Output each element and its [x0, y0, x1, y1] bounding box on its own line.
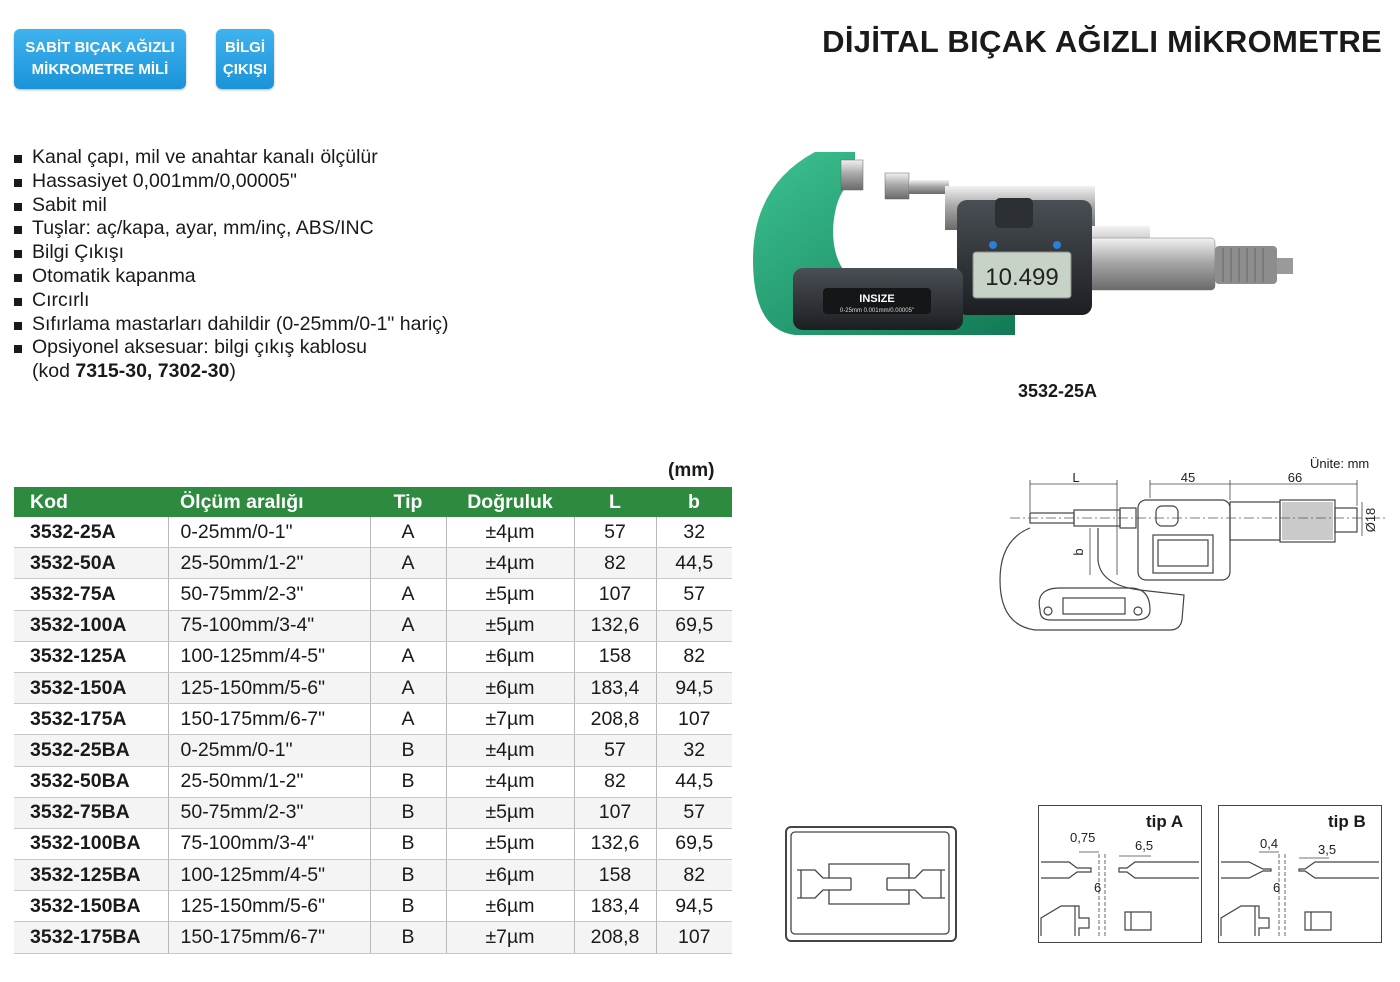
cell-accuracy: ±6µm: [446, 672, 574, 703]
cell-b: 94,5: [656, 672, 732, 703]
cell-range: 25-50mm/1-2": [168, 766, 370, 797]
feature-item: [14, 217, 449, 241]
cell-code: 3532-150BA: [14, 891, 168, 922]
bullet-icon: [14, 298, 22, 306]
cell-l: 208,8: [574, 922, 656, 953]
table-row: [14, 672, 732, 703]
badge-line: BİLGİ: [225, 39, 265, 56]
drawing-unit: Ünite: mm: [1310, 456, 1370, 471]
table-row: [14, 828, 732, 859]
cell-b: 32: [656, 517, 732, 548]
cell-code: 3532-100BA: [14, 828, 168, 859]
cell-range: 125-150mm/5-6": [168, 672, 370, 703]
data-output-badge: [216, 29, 274, 89]
range-plate-text: 0-25mm 0.001mm/0.00005": [839, 308, 915, 314]
feature-text: Opsiyonel aksesuar: bilgi çıkış kablosu: [32, 336, 367, 359]
cell-code: 3532-175A: [14, 704, 168, 735]
cell-type: A: [370, 517, 446, 548]
table-row: [14, 860, 732, 891]
tip-b-dim-3: 6: [1273, 880, 1281, 895]
cell-accuracy: ±7µm: [446, 922, 574, 953]
feature-text: Otomatik kapanma: [32, 264, 196, 287]
fixed-blade-spindle-badge: [14, 29, 186, 89]
cell-accuracy: ±5µm: [446, 610, 574, 641]
cell-accuracy: ±6µm: [446, 641, 574, 672]
bullet-icon: [14, 345, 22, 353]
cell-type: B: [370, 766, 446, 797]
cell-type: A: [370, 610, 446, 641]
cell-type: B: [370, 860, 446, 891]
spec-table: [14, 487, 732, 954]
cell-range: 0-25mm/0-1": [168, 735, 370, 766]
cell-type: A: [370, 672, 446, 703]
cell-code: 3532-75BA: [14, 797, 168, 828]
cell-range: 125-150mm/5-6": [168, 891, 370, 922]
page-title: DİJİTAL BIÇAK AĞIZLI MİKROMETRE: [822, 24, 1382, 59]
cell-accuracy: ±4µm: [446, 766, 574, 797]
tip-b-dim-1: 0,4: [1260, 836, 1279, 851]
cell-l: 57: [574, 517, 656, 548]
cell-code: 3532-150A: [14, 672, 168, 703]
dim-66: 66: [1287, 470, 1303, 485]
lcd-display-text: 10.499: [985, 264, 1059, 291]
micrometer-photo: [745, 140, 1300, 370]
cell-l: 107: [574, 579, 656, 610]
cell-l: 82: [574, 766, 656, 797]
cell-accuracy: ±6µm: [446, 891, 574, 922]
cell-b: 44,5: [656, 548, 732, 579]
cell-b: 57: [656, 797, 732, 828]
cell-type: B: [370, 735, 446, 766]
cell-accuracy: ±6µm: [446, 860, 574, 891]
cell-l: 208,8: [574, 704, 656, 735]
feature-text: Tuşlar: aç/kapa, ayar, mm/inç, ABS/INC: [32, 217, 374, 240]
cell-b: 82: [656, 641, 732, 672]
header-accuracy: Doğruluk: [446, 487, 574, 517]
cell-b: 82: [656, 860, 732, 891]
dim-l: L: [1072, 470, 1080, 485]
badge-line: MİKROMETRE MİLİ: [31, 61, 169, 78]
cell-code: 3532-25BA: [14, 735, 168, 766]
tip-a-dim-3: 6: [1094, 880, 1102, 895]
feature-item: [14, 265, 449, 289]
feature-item: [14, 194, 449, 218]
table-row: [14, 922, 732, 953]
cell-l: 132,6: [574, 828, 656, 859]
cell-accuracy: ±5µm: [446, 579, 574, 610]
feature-list: [14, 146, 449, 384]
cell-b: 107: [656, 922, 732, 953]
cell-b: 44,5: [656, 766, 732, 797]
cell-type: A: [370, 579, 446, 610]
tip-b-label: tip B: [1328, 812, 1366, 831]
cell-type: A: [370, 641, 446, 672]
tip-a-dim-2: 6,5: [1135, 838, 1154, 853]
bullet-icon: [14, 322, 22, 330]
cell-l: 183,4: [574, 672, 656, 703]
bullet-icon: [14, 203, 22, 211]
cell-code: 3532-75A: [14, 579, 168, 610]
table-row: [14, 891, 732, 922]
cell-range: 100-125mm/4-5": [168, 641, 370, 672]
feature-text: Bilgi Çıkışı: [32, 241, 125, 264]
feature-item: [14, 313, 449, 337]
cell-accuracy: ±4µm: [446, 548, 574, 579]
technical-drawing: [990, 470, 1400, 645]
dim-45: 45: [1180, 470, 1196, 485]
cell-l: 82: [574, 548, 656, 579]
dim-b: b: [1071, 548, 1086, 556]
bullet-icon: [14, 226, 22, 234]
table-row: [14, 797, 732, 828]
cell-code: 3532-50BA: [14, 766, 168, 797]
cell-accuracy: ±4µm: [446, 517, 574, 548]
cell-range: 150-175mm/6-7": [168, 704, 370, 735]
blade-gap-drawing: [787, 828, 955, 940]
cell-type: B: [370, 891, 446, 922]
cell-accuracy: ±7µm: [446, 704, 574, 735]
bullet-icon: [14, 250, 22, 258]
cell-code: 3532-100A: [14, 610, 168, 641]
bullet-icon: [14, 155, 22, 163]
feature-text: Hassasiyet 0,001mm/0,00005": [32, 169, 297, 192]
cell-accuracy: ±5µm: [446, 797, 574, 828]
feature-text: Cırcırlı: [32, 288, 90, 311]
cell-l: 183,4: [574, 891, 656, 922]
cell-accuracy: ±5µm: [446, 828, 574, 859]
accessory-codes: 7315-30, 7302-30: [75, 360, 230, 383]
cell-type: A: [370, 704, 446, 735]
cell-range: 75-100mm/3-4": [168, 828, 370, 859]
cell-range: 50-75mm/2-3": [168, 579, 370, 610]
cell-code: 3532-50A: [14, 548, 168, 579]
bullet-icon: [14, 274, 22, 282]
table-header-row: [14, 487, 732, 517]
bullet-icon: [14, 179, 22, 187]
header-range: Ölçüm aralığı: [168, 487, 370, 517]
feature-text: (kod: [32, 360, 76, 383]
table-row: [14, 735, 732, 766]
cell-l: 158: [574, 860, 656, 891]
feature-item: [14, 336, 449, 360]
cell-l: 158: [574, 641, 656, 672]
table-row: [14, 704, 732, 735]
header-b: b: [656, 487, 732, 517]
table-row: [14, 548, 732, 579]
tip-a-label: tip A: [1146, 812, 1184, 831]
cell-code: 3532-175BA: [14, 922, 168, 953]
feature-item: [14, 289, 449, 313]
cell-range: 50-75mm/2-3": [168, 797, 370, 828]
cell-code: 3532-125BA: [14, 860, 168, 891]
header-type: Tip: [370, 487, 446, 517]
table-row: [14, 641, 732, 672]
feature-item: [14, 146, 449, 170]
cell-b: 57: [656, 579, 732, 610]
tip-b-dim-2: 3,5: [1318, 842, 1337, 857]
feature-item-continued: [14, 360, 449, 384]
cell-b: 107: [656, 704, 732, 735]
tip-a-dim-1: 0,75: [1070, 830, 1096, 845]
feature-text: Sıfırlama mastarları dahildir (0-25mm/0-1" hariç): [32, 312, 449, 335]
cell-type: B: [370, 922, 446, 953]
table-row: [14, 766, 732, 797]
cell-range: 150-175mm/6-7": [168, 922, 370, 953]
cell-type: B: [370, 828, 446, 859]
cell-code: 3532-125A: [14, 641, 168, 672]
table-row: [14, 579, 732, 610]
cell-accuracy: ±4µm: [446, 735, 574, 766]
feature-item: [14, 170, 449, 194]
brand-logo-text: INSIZE: [859, 293, 895, 305]
cell-l: 132,6: [574, 610, 656, 641]
photo-caption: 3532-25A: [1018, 381, 1098, 401]
badge-line: ÇIKIŞI: [222, 61, 268, 78]
cell-b: 69,5: [656, 610, 732, 641]
cell-range: 75-100mm/3-4": [168, 610, 370, 641]
badge-line: SABİT BIÇAK AĞIZLI: [25, 39, 175, 56]
blade-gap-illustration: [785, 826, 957, 942]
cell-code: 3532-25A: [14, 517, 168, 548]
table-unit: (mm): [668, 460, 715, 481]
header-l: L: [574, 487, 656, 517]
cell-range: 100-125mm/4-5": [168, 860, 370, 891]
feature-text: ): [229, 360, 236, 383]
cell-range: 0-25mm/0-1": [168, 517, 370, 548]
cell-b: 69,5: [656, 828, 732, 859]
cell-b: 94,5: [656, 891, 732, 922]
cell-type: A: [370, 548, 446, 579]
dim-diameter: Ø18: [1363, 507, 1378, 533]
feature-text: Kanal çapı, mil ve anahtar kanalı ölçülür: [32, 146, 378, 168]
cell-b: 32: [656, 735, 732, 766]
feature-item: [14, 241, 449, 265]
cell-l: 57: [574, 735, 656, 766]
cell-type: B: [370, 797, 446, 828]
cell-range: 25-50mm/1-2": [168, 548, 370, 579]
header-code: Kod: [14, 487, 168, 517]
feature-text: Sabit mil: [32, 193, 107, 216]
cell-l: 107: [574, 797, 656, 828]
table-row: [14, 517, 732, 548]
table-row: [14, 610, 732, 641]
